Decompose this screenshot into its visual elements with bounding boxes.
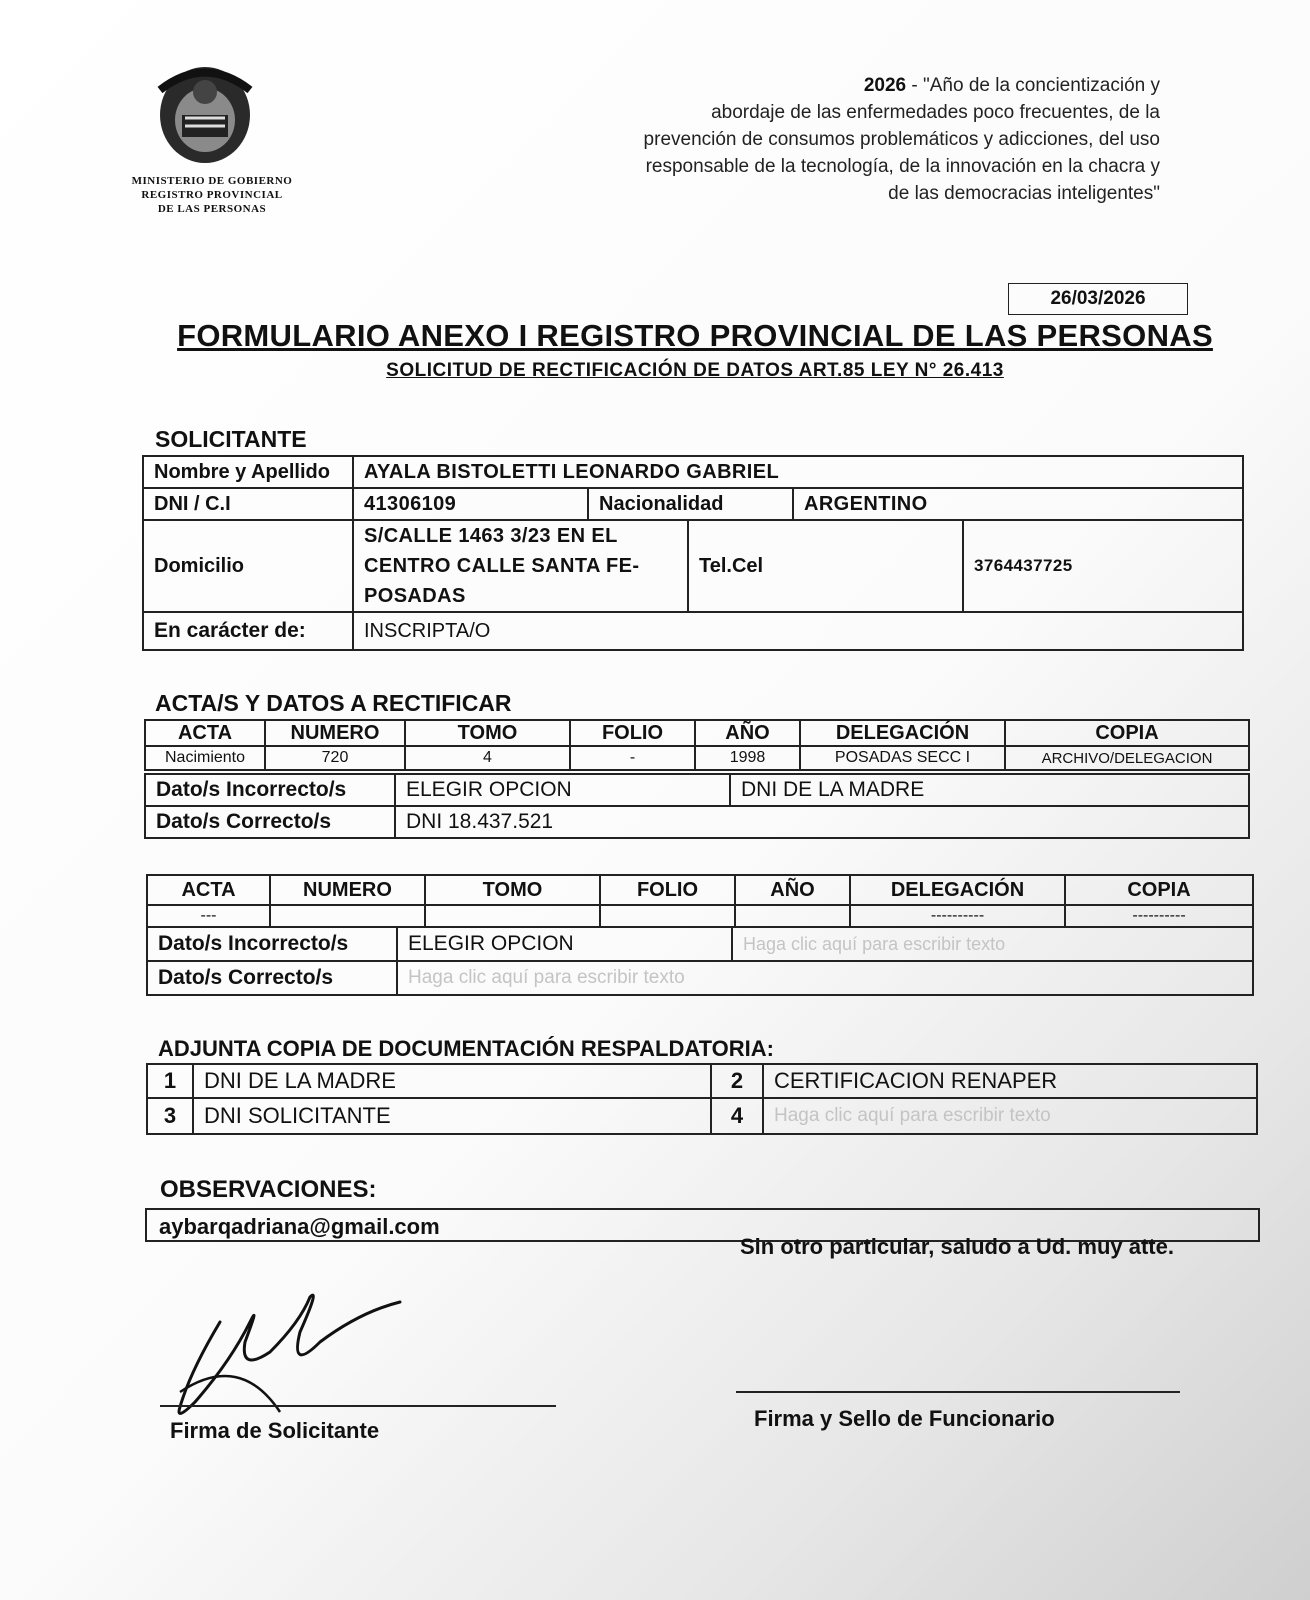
ministry-line: DE LAS PERSONAS [157,203,267,215]
col-folio: FOLIO [570,720,695,746]
acta-copia-cell[interactable]: ---------- [1065,905,1253,927]
adjunta-number: 1 [147,1064,193,1098]
acta-table-2 [146,874,1254,928]
actas-heading: ACTA/S Y DATOS A RECTIFICAR [155,690,512,716]
col-tomo: TOMO [425,875,600,905]
motto-line: responsable de la tecnología, de la innovación en la chacra y [645,156,1160,177]
adjunta-item-field[interactable]: CERTIFICACION RENAPER [763,1064,1257,1098]
solicitante-signature-label: Firma de Solicitante [170,1418,380,1443]
col-anio: AÑO [695,720,800,746]
correct-label: Dato/s Correcto/s [147,961,397,995]
col-anio: AÑO [735,875,850,905]
col-copia: COPIA [1065,875,1253,905]
adjunta-number: 2 [711,1064,763,1098]
acta-folio-cell[interactable]: - [570,746,695,770]
adjunta-item-field[interactable]: DNI DE LA MADRE [193,1064,711,1098]
col-tomo: TOMO [405,720,570,746]
funcionario-signature-line [736,1391,1180,1393]
motto-line: abordaje de las enfermedades poco frecuentes, de la [711,102,1160,123]
incorrect-detail-field[interactable]: DNI DE LA MADRE [730,774,1249,806]
adjunta-heading: ADJUNTA COPIA DE DOCUMENTACIÓN RESPALDATORIA: [158,1036,774,1061]
col-delegacion: DELEGACIÓN [800,720,1005,746]
domicilio-label: Domicilio [143,520,353,612]
dni-label: DNI / C.I [143,488,353,520]
acta-type-cell[interactable]: Nacimiento [145,746,265,770]
acta-table-1 [144,719,1250,771]
ministry-line: REGISTRO PROVINCIAL [141,189,283,201]
col-numero: NUMERO [265,720,405,746]
col-acta: ACTA [147,875,270,905]
acta-numero-cell[interactable] [270,905,425,927]
incorrect-option-select[interactable]: ELEGIR OPCION [397,927,732,961]
solicitante-signature-line [160,1405,556,1407]
handwritten-signature-icon [160,1282,420,1432]
incorrect-option-select[interactable]: ELEGIR OPCION [395,774,730,806]
correct-value-field[interactable]: Haga clic aquí para escribir texto [397,961,1253,995]
acta-anio-cell[interactable] [735,905,850,927]
correct-value-field[interactable]: DNI 18.437.521 [395,806,1249,838]
telcel-label: Tel.Cel [688,520,963,612]
dni-field[interactable]: 41306109 [353,488,588,520]
observaciones-heading: OBSERVACIONES: [160,1176,377,1203]
incorrect-detail-field[interactable]: Haga clic aquí para escribir texto [732,927,1253,961]
acta-anio-cell[interactable]: 1998 [695,746,800,770]
caracter-label: En carácter de: [143,612,353,650]
col-folio: FOLIO [600,875,735,905]
provincial-seal-icon [140,60,270,170]
adjunta-table [146,1063,1258,1135]
closing-text: Sin otro particular, saludo a Ud. muy atte. [740,1234,1174,1259]
domicilio-field[interactable] [353,520,688,612]
acta-folio-cell[interactable] [600,905,735,927]
telcel-field[interactable]: 3764437725 [963,520,1243,612]
form-title: FORMULARIO ANEXO I REGISTRO PROVINCIAL DE LAS PERSONAS [177,318,1213,353]
adjunta-number: 3 [147,1098,193,1134]
form-subtitle: SOLICITUD DE RECTIFICACIÓN DE DATOS ART.85 LEY N° 26.413 [386,360,1004,381]
solicitante-table [142,455,1244,651]
acta-tomo-cell[interactable]: 4 [405,746,570,770]
domicilio-line: S/CALLE 1463 3/23 EN EL [364,525,618,547]
acta-type-cell[interactable]: --- [147,905,270,927]
observaciones-field[interactable]: aybarqadriana@gmail.com [145,1208,1260,1242]
motto-line: prevención de consumos problemáticos y adicciones, del uso [643,129,1160,150]
incorrect-label: Dato/s Incorrecto/s [147,927,397,961]
acta-tomo-cell[interactable] [425,905,600,927]
motto-line: de las democracias inteligentes" [888,183,1160,204]
acta-numero-cell[interactable]: 720 [265,746,405,770]
domicilio-line: CENTRO CALLE SANTA FE- [364,555,640,577]
solicitante-heading: SOLICITANTE [155,426,307,452]
motto-line: - "Año de la concientización y [911,75,1160,96]
ministry-name [112,174,312,216]
col-delegacion: DELEGACIÓN [850,875,1065,905]
acta-delegacion-cell[interactable]: ---------- [850,905,1065,927]
incorrect-label: Dato/s Incorrecto/s [145,774,395,806]
ministry-line: MINISTERIO DE GOBIERNO [131,175,293,187]
col-numero: NUMERO [270,875,425,905]
acta-copia-cell[interactable]: ARCHIVO/DELEGACION [1005,746,1249,770]
col-copia: COPIA [1005,720,1249,746]
year-motto [520,72,1160,207]
acta-datos-table-2 [146,926,1254,996]
correct-label: Dato/s Correcto/s [145,806,395,838]
adjunta-item-field[interactable]: DNI SOLICITANTE [193,1098,711,1134]
nacionalidad-field[interactable]: ARGENTINO [793,488,1243,520]
funcionario-signature-label: Firma y Sello de Funcionario [754,1406,1055,1431]
adjunta-number: 4 [711,1098,763,1134]
caracter-field[interactable]: INSCRIPTA/O [353,612,1243,650]
nombre-label: Nombre y Apellido [143,456,353,488]
nombre-field[interactable]: AYALA BISTOLETTI LEONARDO GABRIEL [353,456,1243,488]
date-field[interactable]: 26/03/2026 [1008,283,1188,315]
nacionalidad-label: Nacionalidad [588,488,793,520]
col-acta: ACTA [145,720,265,746]
acta-datos-table-1 [144,773,1250,839]
motto-year: 2026 [863,75,907,96]
adjunta-item-field[interactable]: Haga clic aquí para escribir texto [763,1098,1257,1134]
acta-delegacion-cell[interactable]: POSADAS SECC I [800,746,1005,770]
domicilio-line: POSADAS [364,585,466,607]
